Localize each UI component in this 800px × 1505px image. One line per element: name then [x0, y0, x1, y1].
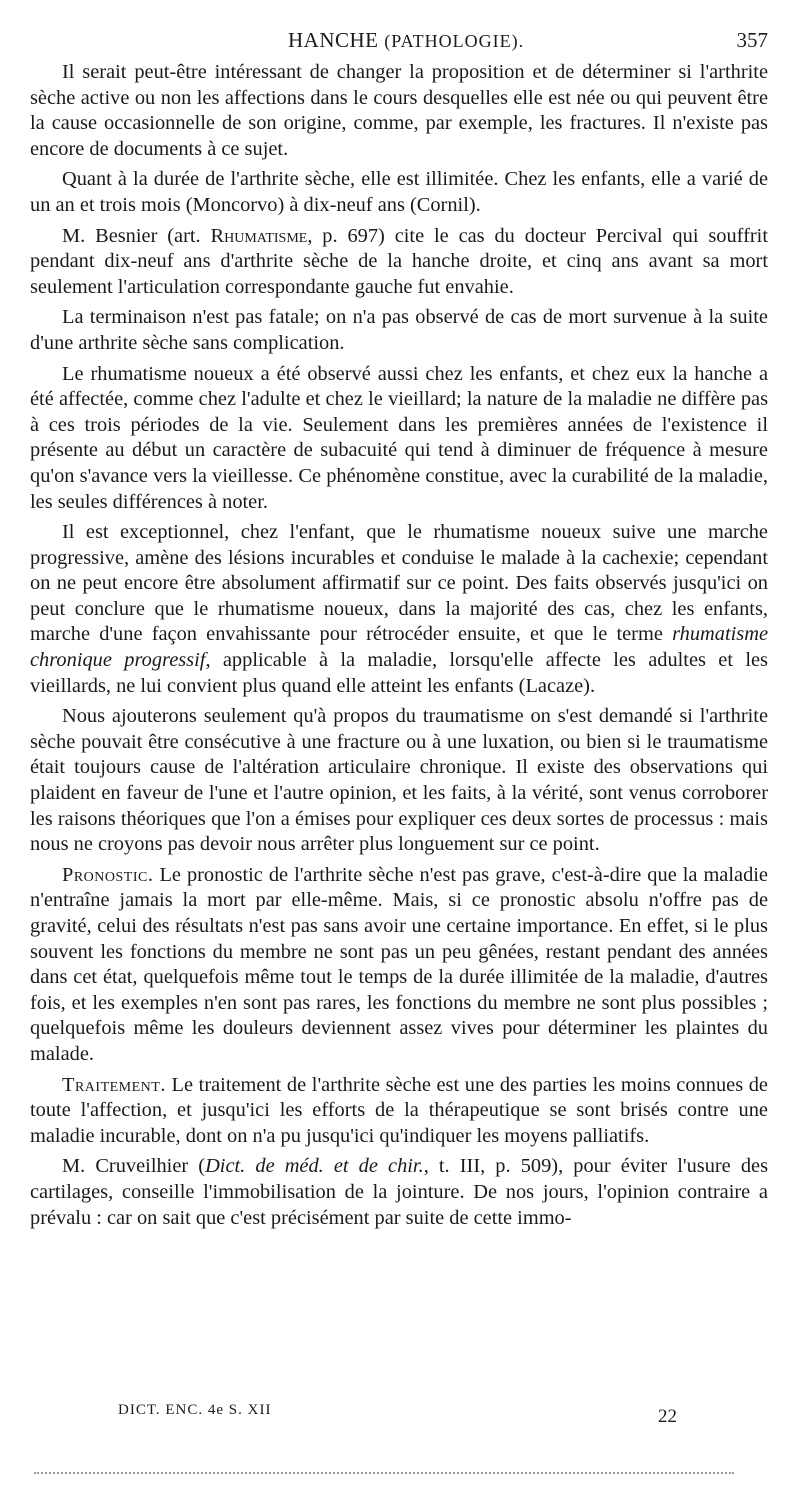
page-footer [0, 1402, 800, 1428]
paragraph-10-pre: M. Cruveilhier ( [62, 1155, 206, 1178]
paragraph-pronostic [30, 863, 768, 1068]
paragraph-1-text: Il serait peut-être intéressant de changer la proposition et de déterminer si l'arthrite sèche active ou non les affections dans le cours desquelles elle est née ou qui peuvent être la cause occasionnelle de son origine, comme, par exemple, les fractures. Il n'existe pas encore de documents à ce sujet. [30, 61, 768, 160]
paragraph-6-post: , applicable à la maladie, lorsqu'elle affecte les adultes et les vieillards, ne lui convient plus quand elle atteint les enfants (Lacaze). [30, 649, 768, 697]
paragraph-10-italic: Dict. de méd. et de chir. [205, 1155, 424, 1178]
paragraph-3-post: , p. 697) cite le cas du docteur Percival qui souffrit pendant dix-neuf ans d'arthrite sèche de la hanche droite, et cinq ans avant sa mort seulement l'articulation correspondante gauche fut envahie. [30, 224, 769, 298]
paragraph-7 [30, 704, 768, 858]
running-title [288, 28, 524, 53]
printer-signature: DICT. ENC. 4e S. XII [118, 1402, 272, 1418]
paragraph-7-text: Nous ajouterons seulement qu'à propos du traumatisme on s'est demandé si l'arthrite sèche pouvait être consécutive à une fracture ou à une luxation, ou bien si le traumatisme était toujours cause de l'altération articulaire chronique. Il existe des observations qui plaident en faveur de l'une et l'autre opinion, et les faits, à la vérité, sont venus corroborer les raisons théoriques que l'on a émises pour expliquer ces deux sortes de processus : mais nous ne croyons pas devoir nous arrêter plus longuement sur ce point. [30, 705, 768, 856]
section-lead-traitement: Traitement. [62, 1073, 166, 1096]
paragraph-5-text: Le rhumatisme noueux a été observé aussi chez les enfants, et chez eux la hanche a été affectée, comme chez l'adulte et chez le vieillard; la nature de la maladie ne diffère pas à ces trois périodes de la vie. Seulement dans les premières années de l'existence il présente au début un caractère de subacuité qui tend à diminuer de fréquence à mesure qu'on s'avance vers la vieillesse. Ce phénomène constitue, avec la curabilité de la maladie, les seules différences à noter. [30, 362, 768, 513]
paragraph-10 [30, 1154, 768, 1231]
bottom-dotted-rule [34, 1472, 734, 1474]
running-title-main: HANCHE [288, 28, 379, 52]
paragraph-5 [30, 362, 768, 516]
running-title-sub: (PATHOLOGIE). [384, 31, 525, 51]
body-text [30, 60, 768, 1236]
paragraph-1 [30, 60, 768, 162]
paragraph-6-pre: Il est exceptionnel, chez l'enfant, que le rhumatisme noueux suive une marche progressive, amène des lésions incurables et conduise le malade à la cachexie; cependant on ne peut encore être absolument affirmatif sur ce point. Des faits observés jusqu'ici on peut conclure que le rhumatisme noueux, dans la majorité des cas, chez les enfants, marche d'une façon envahissante pour rétrocéder ensuite, et que le terme [30, 521, 768, 646]
paragraph-3-pre: M. Besnier (art. [62, 224, 211, 247]
page-number: 357 [736, 28, 768, 52]
paragraph-10-post: , t. III, p. 509), pour éviter l'usure des cartilages, conseille l'immobilisation de la jointure. De nos jours, l'opinion contraire a prévalu : car on sait que c'est précisément par suite de cette immo- [30, 1155, 769, 1229]
paragraph-6 [30, 520, 768, 699]
sheet-folio: 22 [658, 1406, 677, 1427]
paragraph-traitement [30, 1073, 768, 1150]
paragraph-6-italic: rhumatisme chronique progressif [30, 623, 768, 672]
paragraph-2 [30, 167, 768, 218]
section-lead-pronostic: Pronostic. [62, 863, 154, 886]
paragraph-pronostic-text: Le pronostic de l'arthrite sèche n'est pas grave, c'est-à-dire que la maladie n'entraîne jamais la mort par elle-même. Mais, si ce pronostic absolu n'offre pas de gravité, celui des résultats n'est pas sans avoir une certaine importance. En effet, si le plus souvent les fonctions du membre ne sont pas un peu gênées, restant pendant des années dans cet état, quelquefois même tout le temps de la durée illimitée de la maladie, d'autres fois, et les exemples n'en sont pas rares, les fonctions du membre ne sont plus possibles ; quelquefois même les douleurs deviennent assez vives pour déterminer les plaintes du malade. [30, 863, 768, 1065]
paragraph-3-smallcaps: Rhumatisme [210, 224, 308, 247]
paragraph-4 [30, 305, 768, 356]
paragraph-2-text: Quant à la durée de l'arthrite sèche, elle est illimitée. Chez les enfants, elle a varié de un an et trois mois (Moncorvo) à dix-neuf ans (Cornil). [30, 168, 768, 216]
paragraph-3 [30, 224, 768, 301]
paragraph-traitement-text: Le traitement de l'arthrite sèche est une des parties les moins connues de toute l'affection, et jusqu'ici les efforts de la thérapeutique se sont brisés contre une maladie incurable, dont on n'a pu jusqu'ici qu'indiquer les moyens palliatifs. [30, 1073, 768, 1147]
paragraph-4-text: La terminaison n'est pas fatale; on n'a pas observé de cas de mort survenue à la suite d'une arthrite sèche sans complication. [30, 306, 768, 354]
page-header [0, 28, 800, 56]
